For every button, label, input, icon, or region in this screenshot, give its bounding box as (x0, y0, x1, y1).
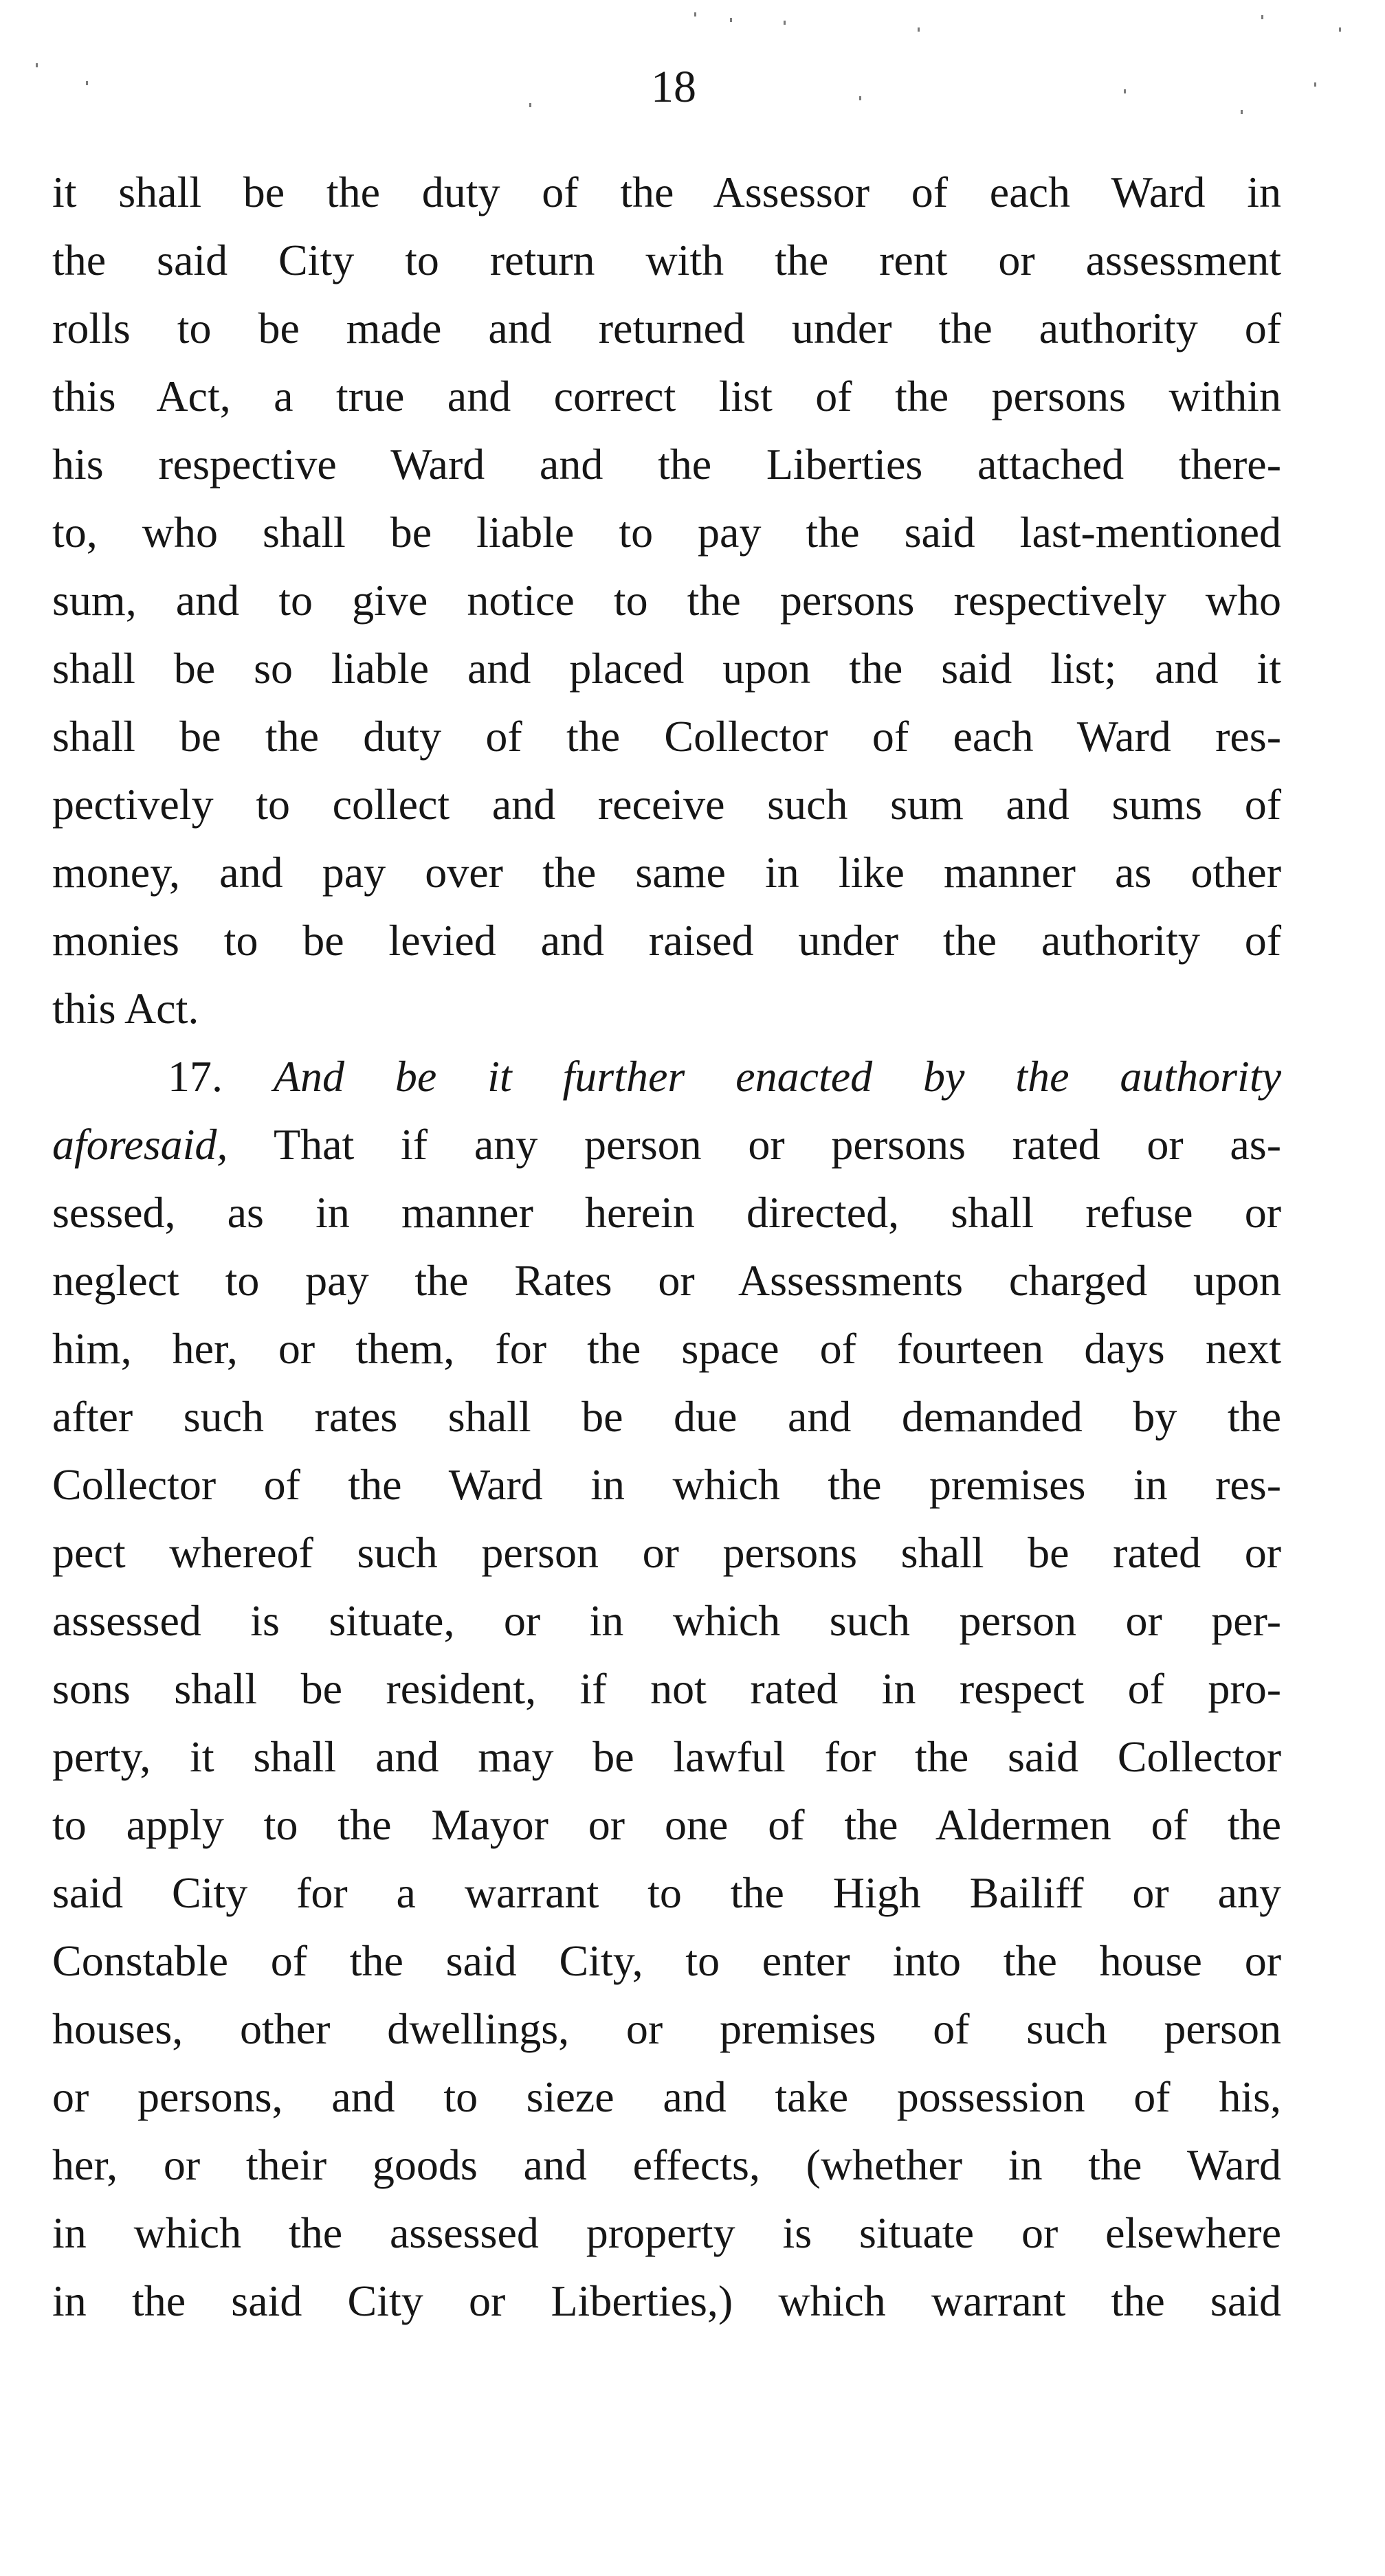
print-speck (918, 27, 920, 32)
text-line: sons shall be resident, if not rated in respect of pro- (52, 1664, 1281, 1713)
text-line: Collector of the Ward in which the premises in res- (52, 1460, 1281, 1509)
paragraph-continued (52, 158, 1281, 1042)
text-line: it shall be the duty of the Assessor of each Ward in (52, 168, 1281, 216)
text-line: or persons, and to sieze and take possession of his, (52, 2072, 1281, 2121)
text-line: shall be the duty of the Collector of each Ward res- (52, 712, 1281, 761)
text-line: rolls to be made and returned under the authority of (52, 304, 1281, 352)
text-line: Constable of the said City, to enter into the house or (52, 1936, 1281, 1985)
print-speck (784, 21, 786, 25)
print-speck (1339, 27, 1341, 32)
text-line: her, or their goods and effects, (whether in the Ward (52, 2140, 1281, 2189)
enacting-clause-end: aforesaid, (52, 1120, 228, 1169)
text-line: in the said City or Liberties,) which warrant the said (52, 2276, 1281, 2325)
print-speck (1261, 15, 1263, 19)
text-line: pect whereof such person or persons shall be rated or (52, 1528, 1281, 1577)
text-line: this Act, a true and correct list of the persons within (52, 372, 1281, 421)
text-line: to, who shall be liable to pay the said last-mentioned (52, 508, 1281, 557)
text-line: money, and pay over the same in like manner as other (52, 848, 1281, 897)
section-first-line (52, 1042, 1281, 1110)
text-line: monies to be levied and raised under the authority of (52, 916, 1281, 965)
text-line: perty, it shall and may be lawful for the said Collector (52, 1732, 1281, 1781)
text-line: neglect to pay the Rates or Assessments charged upon (52, 1256, 1281, 1305)
section-text: That if any person or persons rated or as- (274, 1120, 1282, 1169)
page-number: 18 (651, 62, 696, 112)
body-text (52, 158, 1281, 2335)
enacting-clause: And be it further enacted by the authority (273, 1052, 1282, 1101)
section-second-line (52, 1110, 1281, 1178)
section-17 (52, 1042, 1281, 2335)
text-line: pectively to collect and receive such sum and sums of (52, 780, 1281, 829)
text-line: to apply to the Mayor or one of the Aldermen of the (52, 1800, 1281, 1849)
text-line: the said City to return with the rent or assessment (52, 236, 1281, 284)
text-line: him, her, or them, for the space of fourteen days next (52, 1324, 1281, 1373)
print-speck (694, 12, 696, 16)
text-line: said City for a warrant to the High Bailiff or any (52, 1868, 1281, 1917)
text-line: in which the assessed property is situate or elsewhere (52, 2208, 1281, 2257)
text-line: his respective Ward and the Liberties attached there- (52, 440, 1281, 489)
text-line: assessed is situate, or in which such person or per- (52, 1596, 1281, 1645)
text-line: sum, and to give notice to the persons respectively who (52, 576, 1281, 625)
text-line: shall be so liable and placed upon the said list; and it (52, 644, 1281, 693)
text-line: sessed, as in manner herein directed, shall refuse or (52, 1188, 1281, 1237)
text-line: houses, other dwellings, or premises of such person (52, 2004, 1281, 2053)
section-number: 17. (168, 1052, 223, 1101)
text-line: this Act. (52, 984, 199, 1033)
print-speck (730, 18, 732, 22)
text-line: after such rates shall be due and demanded by the (52, 1392, 1281, 1441)
